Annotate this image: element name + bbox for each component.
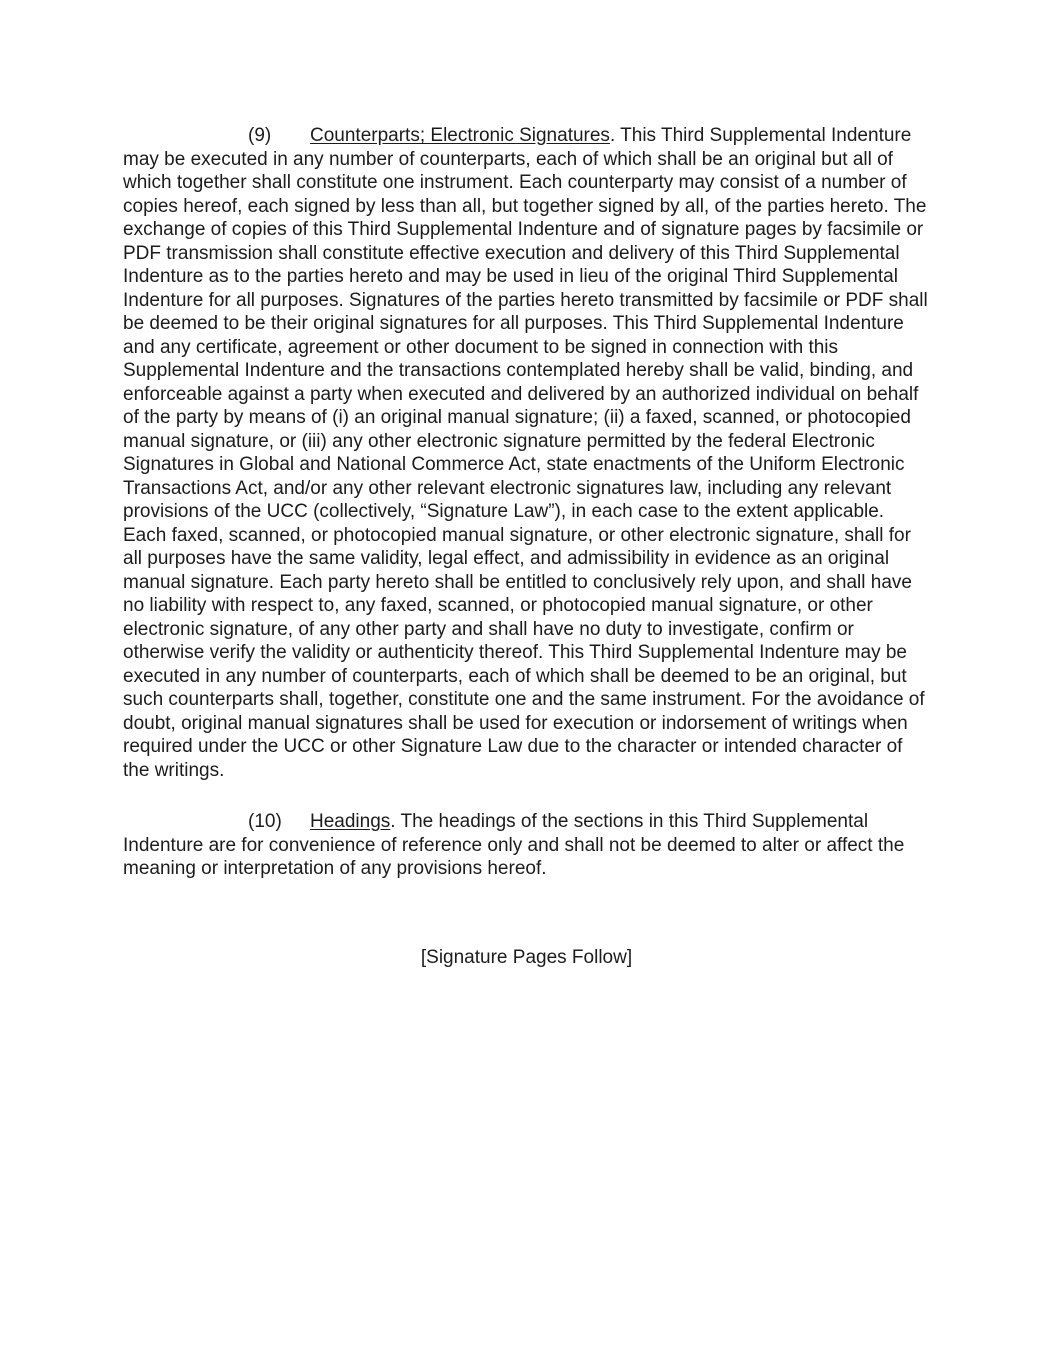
paragraph-number: (9) [248, 125, 272, 146]
section-heading: Counterparts; Electronic Signatures [310, 125, 610, 146]
section-heading: Headings [310, 811, 391, 832]
paragraph-body: . The headings of the sections in this Third Supplemental Indenture are for convenience of reference only and shall not be deemed to alter or affect the meaning or interpretation of any provisions hereof. [123, 811, 905, 879]
signature-pages-note: [Signature Pages Follow] [420, 946, 633, 968]
paragraph-body: . This Third Supplemental Indenture may be executed in any number of counterparts, each of which shall be an original but all of which together shall constitute one instrument. Each counterparty may consist of a number of copies hereof, each signed by less than all, but together signed by all, of the parties hereto. The exchange of copies of this Third Supplemental Indenture and of signature pages by facsimile or PDF transmission shall constitute effective execution and delivery of this Third Supplemental Indenture as to the parties hereto and may be used in lieu of the original Third Supplemental Indenture for all purposes. Signatures of the parties hereto transmitted by facsimile or PDF shall be deemed to be their original signatures for all purposes. This Third Supplemental Indenture and any certificate, agreement or other document to be signed in connection with this Supplemental Indenture and the transactions contemplated hereby shall be valid, binding, and enforceable against a party when executed and delivered by an authorized individual on behalf of the party by means of (i) an original manual signature; (ii) a faxed, scanned, or photocopied manual signature, or (iii) any other electronic signature permitted by the federal Electronic Signatures in Global and National Commerce Act, state enactments of the Uniform Electronic Transactions Act, and/or any other relevant electronic signatures law, including any relevant provisions of the UCC (collectively, “Signature Law”), in each case to the extent applicable. Each faxed, scanned, or photocopied manual signature, or other electronic signature, shall for all purposes have the same validity, legal effect, and admissibility in evidence as an original manual signature. Each party hereto shall be entitled to conclusively rely upon, and shall have no liability with respect to, any faxed, scanned, or photocopied manual signature, or other electronic signature, of any other party and shall have no duty to investigate, confirm or otherwise verify the validity or authenticity thereof. This Third Supplemental Indenture may be executed in any number of counterparts, each of which shall be deemed to be an original, but such counterparts shall, together, constitute one and the same instrument. For the avoidance of doubt, original manual signatures shall be used for execution or indorsement of writings when required under the UCC or other Signature Law due to the character or intended character of the writings. [123, 125, 928, 781]
paragraph-number: (10) [248, 811, 282, 832]
section-headings-paragraph [123, 810, 930, 881]
section-counterparts-paragraph [123, 124, 930, 782]
document-content [123, 124, 930, 969]
